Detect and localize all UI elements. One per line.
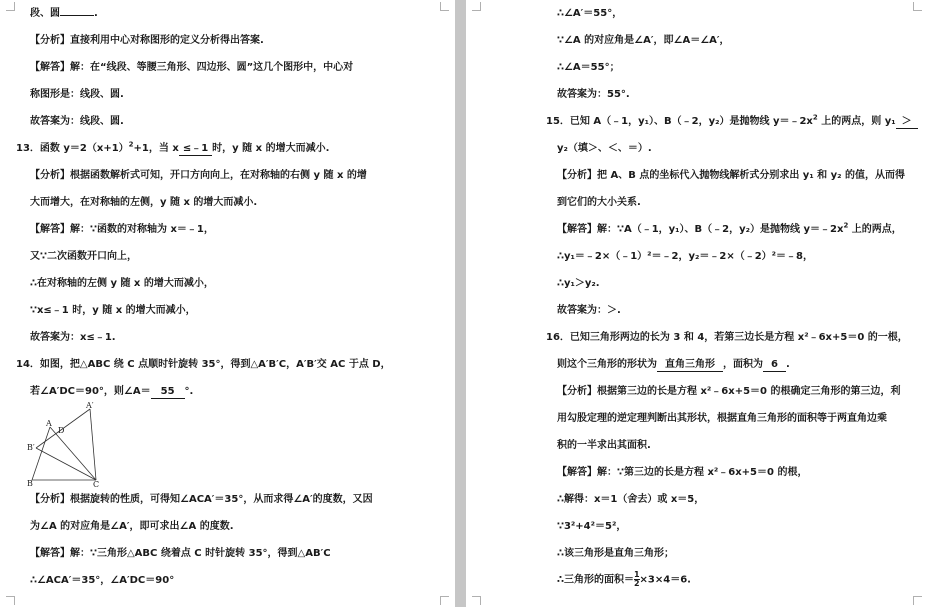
crop-mark [440, 596, 449, 605]
answer-blank-shape: 直角三角形 [657, 359, 723, 372]
text-line: ∴该三角形是直角三角形； [557, 548, 674, 559]
text-line: 【解答】解：∵函数的对称轴为 x＝﹣1， [30, 224, 214, 235]
text-line: 【分析】根据第三边的长是方程 x²﹣6x+5＝0 的根确定三角形的第三边，利 [557, 386, 901, 397]
segment-a-b [32, 427, 50, 480]
text-line: 为∠A 的对应角是∠A′，即可求出∠A 的度数. [30, 521, 234, 532]
triangle-rotation-figure [26, 400, 106, 488]
text-line: 到它们的大小关系. [557, 197, 641, 208]
answer-blank [60, 15, 94, 16]
answer-blank: ＞ [896, 116, 918, 129]
left-page [0, 0, 455, 607]
text-line: 故答案为：线段、圆. [30, 116, 124, 127]
text-line: 【分析】根据旋转的性质，可得知∠ACA′＝35°，从而求得∠A′的度数，又因 [30, 494, 373, 505]
text-line: 【解答】解：∵A（﹣1，y₁）、B（﹣2，y₂）是抛物线 $y=﹣2x^2$ 上的两点， [557, 221, 902, 235]
question-13: 13．函数 $y=2(x+1)^2+1$，当 x ≤﹣1 时，y 随 x 的增大而减小. [16, 140, 330, 154]
answer-blank-area: 6 [763, 359, 786, 372]
crop-mark [440, 2, 449, 11]
text-line: 故答案为：＞. [557, 305, 621, 316]
text-line: ∴∠A＝55°； [557, 62, 620, 73]
answer-line: 若∠A′DC＝90°，则∠A＝ 55 °. [30, 386, 194, 397]
answer-blank: 55 [151, 386, 185, 399]
label-a: A [46, 419, 52, 428]
text-line: ∵3²+4²＝5²， [557, 521, 627, 532]
crop-mark [6, 2, 15, 11]
text-line: 大而增大，在对称轴的左侧，y 随 x 的增大而减小. [30, 197, 258, 208]
text-line: y₂（填＞、＜、＝）. [557, 143, 652, 154]
segment-a-c [50, 427, 96, 480]
label-a-prime: A′ [86, 401, 94, 410]
text-line: ∵x≤﹣1 时，y 随 x 的增大而减小， [30, 305, 196, 316]
text-line: 【分析】根据函数解析式可知，开口方向向上，在对称轴的右侧 y 随 x 的增 [30, 170, 367, 181]
label-d: D [58, 426, 65, 435]
answer-line: 则这个三角形的形状为 直角三角形 ，面积为 6 . [557, 359, 790, 370]
text-line: 故答案为：x≤﹣1. [30, 332, 116, 343]
crop-mark [913, 596, 922, 605]
text-line: 称图形是：线段、圆. [30, 89, 124, 100]
text-line: ∴解得：x＝1（舍去）或 x＝5， [557, 494, 705, 505]
text-line: 又∵二次函数开口向上， [30, 251, 137, 262]
answer-blank: ≤﹣1 [179, 143, 212, 156]
crop-mark [6, 596, 15, 605]
answer-line: 段、圆 . [30, 8, 98, 19]
text-line: ∴在对称轴的左侧 y 随 x 的增大而减小， [30, 278, 214, 289]
text-line: 【分析】把 A、B 点的坐标代入抛物线解析式分别求出 y₁ 和 y₂ 的值，从而得 [557, 170, 906, 181]
page-gutter [455, 0, 466, 607]
question-15: 15．已知 A（﹣1，y₁）、B（﹣2，y₂）是抛物线 $y=﹣2x^2$ 上的两点，则 y₁ ＞ [546, 116, 918, 129]
text-line: 【解答】解：∵三角形△ABC 绕着点 C 时针旋转 35°，得到△AB′C [30, 548, 331, 559]
crop-mark [913, 2, 922, 11]
crop-mark [472, 596, 481, 605]
text-line: ∴∠A′＝55°， [557, 8, 623, 19]
text-line: ∴y₁＞y₂. [557, 278, 600, 289]
question-16: 16．已知三角形两边的长为 3 和 4，若第三边长是方程 x²﹣6x+5＝0 的一根， [546, 332, 908, 343]
text-line: 【解答】解：在“线段、等腰三角形、四边形、圆”这几个图形中，中心对 [30, 62, 354, 73]
segment-b-prime-c [36, 448, 96, 480]
text-line: 【分析】直接利用中心对称图形的定义分析得出答案. [30, 35, 264, 46]
area-formula-line: ∴三角形的面积＝ $\frac{1}{2}$ ×3×4＝6. [557, 570, 691, 588]
label-b: B [27, 479, 33, 488]
text-line: ∵∠A 的对应角是∠A′，即∠A＝∠A′， [557, 35, 730, 46]
text-line: 用勾股定理的逆定理判断出其形状，根据直角三角形的面积等于两直角边乘 [557, 413, 887, 424]
label-b-prime: B′ [27, 443, 35, 452]
text-line: 【解答】解：∵第三边的长是方程 x²﹣6x+5＝0 的根， [557, 467, 808, 478]
segment-a-prime-c [90, 409, 96, 480]
text-line: ∴y₁＝﹣2×（﹣1）²＝﹣2，y₂＝﹣2×（﹣2）²＝﹣8， [557, 251, 814, 262]
text-line: 故答案为：55°. [557, 89, 630, 100]
crop-mark [472, 2, 481, 11]
right-page [466, 0, 928, 607]
label-c: C [93, 480, 100, 488]
text-line: ∴∠ACA′＝35°，∠A′DC＝90° [30, 575, 175, 586]
fraction-one-half: $\frac{1}{2}$ [633, 570, 640, 588]
text-line: 积的一半求出其面积. [557, 440, 651, 451]
question-14: 14．如图，把△ABC 绕 C 点顺时针旋转 35°，得到△A′B′C，A′B′交 AC 于点 D， [16, 359, 391, 370]
